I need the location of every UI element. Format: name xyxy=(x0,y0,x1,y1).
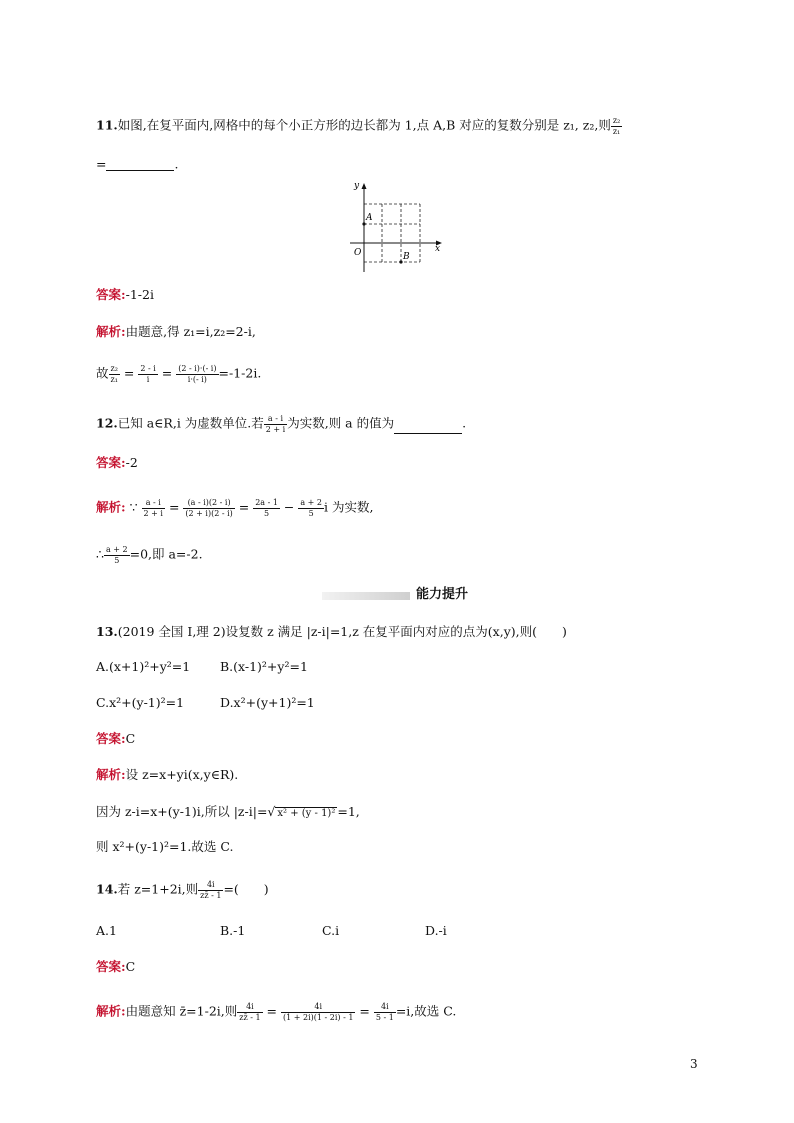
q12-because: ∵ xyxy=(129,499,138,515)
q12-sol-end1: i 为实数, xyxy=(324,499,374,515)
q11-sol-frac2-num: 2 - i xyxy=(140,364,156,373)
q14-stem xyxy=(96,880,269,900)
q12-frac-num: a - i xyxy=(267,414,284,423)
q12-sol-frac2 xyxy=(183,498,234,518)
q12-sol-frac5 xyxy=(104,545,130,565)
q14-sol-frac2-den: (1 + 2i)(1 - 2i) - 1 xyxy=(283,1012,354,1022)
q13-solution-line3: 则 x²+(y-1)²=1.故选 C. xyxy=(96,839,234,854)
q13-option-c: C.x²+(y-1)²=1 xyxy=(96,695,185,710)
point-b-label: B xyxy=(403,252,410,262)
q11-stem xyxy=(96,116,622,136)
q11-sol-frac1-den: z₁ xyxy=(110,374,118,384)
q13-option-b: B.(x-1)²+y²=1 xyxy=(220,659,308,674)
q12-number: 12. xyxy=(96,415,118,431)
q12-sol-frac5-den: 5 xyxy=(104,555,130,566)
q13-option-d: D.x²+(y+1)²=1 xyxy=(220,695,315,710)
q12-sol-frac1-num: a - i xyxy=(145,498,161,507)
q12-sol-frac3 xyxy=(253,498,280,518)
q14-text-post: =( ) xyxy=(223,881,269,897)
q14-sol-frac3 xyxy=(374,1002,396,1022)
q11-frac-den: z₁ xyxy=(612,126,621,136)
q12-sol-frac1 xyxy=(142,498,165,518)
q13-answer xyxy=(96,733,135,746)
q14-sol-pre: 由题意知 z̄=1-2i,则 xyxy=(125,1003,238,1019)
q12-solution-line2 xyxy=(96,545,203,565)
q11-solution-label: 解析: xyxy=(96,324,126,339)
q12-sol-frac4-num: a + 2 xyxy=(300,498,323,507)
q13-sol-pre: 因为 z-i=x+(y-1)i,所以 |z-i|= xyxy=(96,804,268,819)
q12-sol-frac1-den: 2 + i xyxy=(143,508,163,518)
q12-sol-frac3-den: 5 xyxy=(253,508,280,519)
q13-option-a: A.(x+1)²+y²=1 xyxy=(96,659,191,674)
q13-stem xyxy=(96,626,567,639)
q13-answer-value: C xyxy=(125,731,136,746)
q12-answer-label: 答案: xyxy=(96,455,126,470)
q13-solution-line1 xyxy=(96,769,238,782)
q11-complex-plane-figure xyxy=(340,176,450,272)
q11-sol-frac3-den: i·(- i) xyxy=(176,374,218,385)
q11-sol-end: =-1-2i. xyxy=(218,365,262,381)
q11-answer-label: 答案: xyxy=(96,287,126,302)
x-axis-label: x xyxy=(435,244,441,254)
q12-sol-frac4 xyxy=(298,498,324,518)
q11-sol-frac2 xyxy=(138,364,157,384)
q11-sol-frac3 xyxy=(176,364,218,384)
q14-sol-frac1 xyxy=(237,1002,262,1022)
q12-stem xyxy=(96,414,466,434)
q11-blank-line xyxy=(96,158,178,171)
q11-sol-pre: 故 xyxy=(96,365,109,381)
sqrt-sign: √ xyxy=(267,804,276,819)
q11-frac-num: z₂ xyxy=(612,116,621,125)
q12-sol-end2: =0,即 a=-2. xyxy=(129,546,203,562)
q11-sol-frac1-num: z₂ xyxy=(110,364,118,373)
section-heading-bar xyxy=(322,592,410,600)
q12-sol-frac2-num: (a - i)(2 - i) xyxy=(187,498,231,507)
q11-fraction xyxy=(611,116,622,136)
q12-sol-frac2-den: (2 + i)(2 - i) xyxy=(185,508,233,518)
q14-sol-frac1-num: 4i xyxy=(246,1002,254,1011)
q14-answer-label: 答案: xyxy=(96,959,126,974)
q11-equals: = xyxy=(96,156,107,172)
q14-sol-frac3-num: 4i xyxy=(381,1002,389,1011)
q14-sol-frac2-num: 4i xyxy=(314,1002,323,1011)
q14-option-a: A.1 xyxy=(96,923,117,938)
q13-sqrt-body: x² + (y - 1)² xyxy=(277,808,336,819)
q12-solution-label: 解析: xyxy=(96,499,126,515)
q12-answer-blank xyxy=(394,421,462,434)
q12-end: . xyxy=(462,415,467,431)
origin-label: O xyxy=(354,248,362,258)
q14-frac-num: 4i xyxy=(206,880,215,889)
q12-answer xyxy=(96,457,138,470)
y-axis-arrow xyxy=(362,183,367,189)
q14-option-b: B.-1 xyxy=(220,923,246,938)
q14-answer xyxy=(96,961,135,974)
q11-end: . xyxy=(174,156,179,172)
q14-sol-end: =i,故选 C. xyxy=(395,1003,457,1019)
q12-fraction xyxy=(264,414,287,434)
q14-frac-den: zz̄ - 1 xyxy=(200,890,222,900)
q14-sol-frac3-den: 5 - 1 xyxy=(375,1012,394,1022)
q14-solution-label: 解析: xyxy=(96,1003,126,1019)
q11-solution-line2: 故 $\frac{\text{z₂}}{\text{z₁}}$ = $\frac{2 - i}{i}$ = $\frac{(2 - i)\cdot(- i)}{i\cdot(- i)}$ =-1-2i. xyxy=(96,364,262,384)
q14-answer-value: C xyxy=(125,959,136,974)
q12-solution-line1: 解析: ∵ $\frac{a - i}{2 + i}$ = $\frac{(a - i)(2 - i)}{(2 + i)(2 - i)}$ = $\frac{2a - 1}{5}$ − $\frac{a + 2}{5}$ i 为实数, xyxy=(96,498,374,518)
q13-number: 13. xyxy=(96,624,118,639)
q14-option-c: C.i xyxy=(322,923,340,938)
q11-sol-frac3-num: (2 - i)·(- i) xyxy=(178,364,217,373)
q13-sol-end2: =1, xyxy=(337,804,360,819)
q11-answer xyxy=(96,289,154,302)
q12-sol-frac3-num: 2a - 1 xyxy=(255,498,278,507)
y-axis-label: y xyxy=(354,181,360,191)
q11-answer-value: -1-2i xyxy=(125,287,154,302)
q13-text: (2019 全国 Ⅰ,理 2)设复数 z 满足 |z-i|=1,z 在复平面内对应的点为(x,y),则( ) xyxy=(117,624,567,639)
point-a-label: A xyxy=(366,213,373,223)
q11-sol-frac2-den: i xyxy=(138,374,157,385)
q13-solution-line2 xyxy=(96,806,360,819)
q11-sol-frac1 xyxy=(109,364,120,384)
q12-text-post: 为实数,则 a 的值为 xyxy=(287,415,395,431)
q11-text: 如图,在复平面内,网格中的每个小正方形的边长都为 1,点 A,B 对应的复数分别是 z₁, z₂,则 xyxy=(117,117,611,133)
q12-sol-frac4-den: 5 xyxy=(298,508,324,519)
q14-sol-frac2 xyxy=(281,1002,355,1022)
q12-frac-den: 2 + i xyxy=(265,424,286,434)
q14-number: 14. xyxy=(96,881,118,897)
q14-fraction xyxy=(198,880,223,900)
q12-sol-frac5-num: a + 2 xyxy=(105,545,128,554)
page-number: 3 xyxy=(690,1057,698,1071)
q13-solution-text1: 设 z=x+yi(x,y∈R). xyxy=(125,767,239,782)
q14-text-pre: 若 z=1+2i,则 xyxy=(117,881,199,897)
q14-sol-frac1-den: zz̄ - 1 xyxy=(239,1012,261,1022)
q13-solution-label: 解析: xyxy=(96,767,126,782)
q11-answer-blank xyxy=(106,158,174,171)
q11-solution-line1 xyxy=(96,326,256,339)
q14-option-d: D.-i xyxy=(425,923,447,938)
q11-number: 11. xyxy=(96,117,118,133)
q12-text-pre: 已知 a∈R,i 为虚数单位.若 xyxy=(117,415,264,431)
section-heading: 能力提升 xyxy=(416,587,469,602)
q12-answer-value: -2 xyxy=(125,455,138,470)
q13-answer-label: 答案: xyxy=(96,731,126,746)
q11-solution-text1: 由题意,得 z₁=i,z₂=2-i, xyxy=(125,324,256,339)
q12-therefore: ∴ xyxy=(96,546,104,562)
q14-solution: 解析:由题意知 z̄=1-2i,则 $\frac{4i}{zz̄ - 1}$ = $\frac{4i}{(1 + 2i)(1 - 2i) - 1}$ = $\frac{4i}{5 - 1}$ =i,故选 C. xyxy=(96,1002,457,1022)
